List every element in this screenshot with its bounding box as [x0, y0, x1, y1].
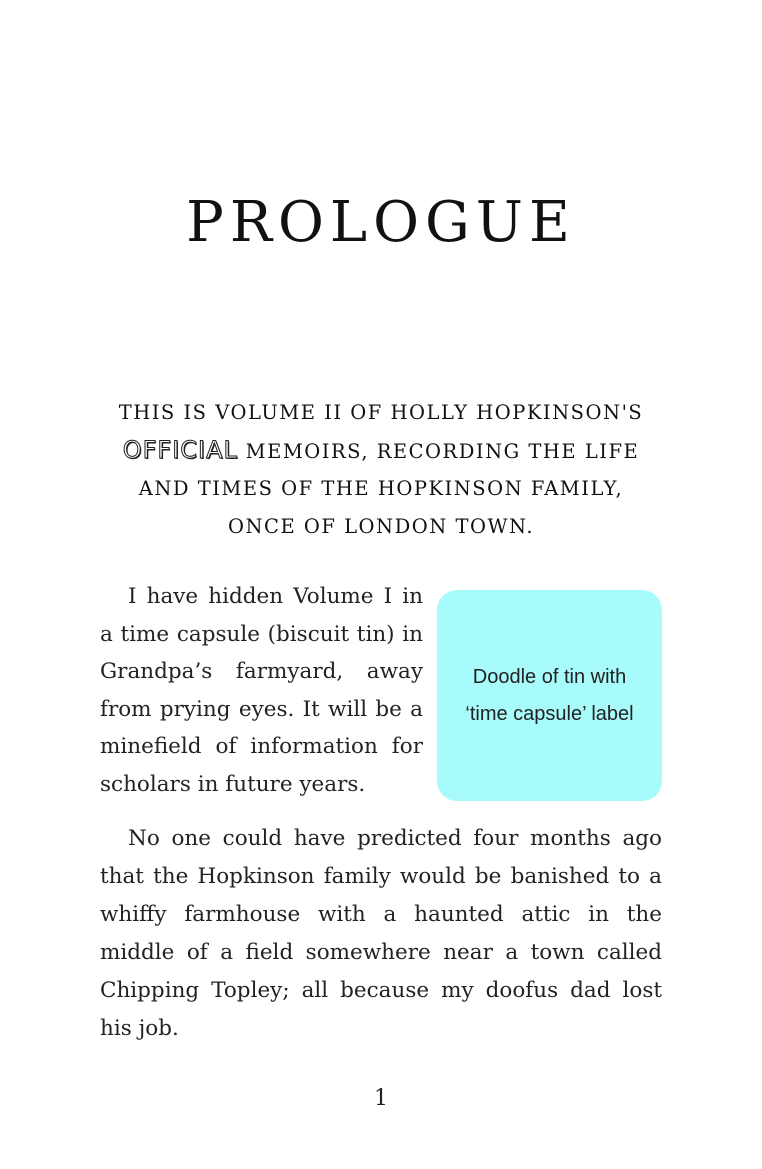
official-word: OFFICIAL [122, 435, 238, 464]
intro-line-3: AND TIMES OF THE HOPKINSON FAMILY, [138, 477, 624, 500]
paragraph-2 [100, 820, 662, 1048]
paragraph-1-text: I have hidden Volume I in a time capsule (biscuit tin) in Grandpa’s farmyard, away from prying eyes. It will be a minefield of information for scholars in future years. [100, 584, 423, 797]
intro-line-4: ONCE OF LONDON TOWN. [227, 514, 535, 538]
paragraph-2-text: No one could have predicted four months ago that the Hopkinson family would be banished to a whiffy farmhouse with a haunted attic in the middle of a field somewhere near a town called Chipping Topley; all because my doofus dad lost his job. [100, 826, 662, 1041]
paragraph-1 [100, 578, 423, 804]
page-number: 1 [374, 1086, 388, 1111]
intro-line-2: MEMOIRS, RECORDING THE LIFE [237, 439, 640, 463]
doodle-caption: Doodle of tin with ‘time capsule’ label [465, 665, 634, 725]
chapter-title: PROLOGUE [186, 190, 576, 255]
intro-block [80, 394, 682, 545]
doodle-placeholder [437, 590, 662, 801]
intro-line-1: THIS IS VOLUME II OF HOLLY HOPKINSON'S [118, 401, 644, 424]
